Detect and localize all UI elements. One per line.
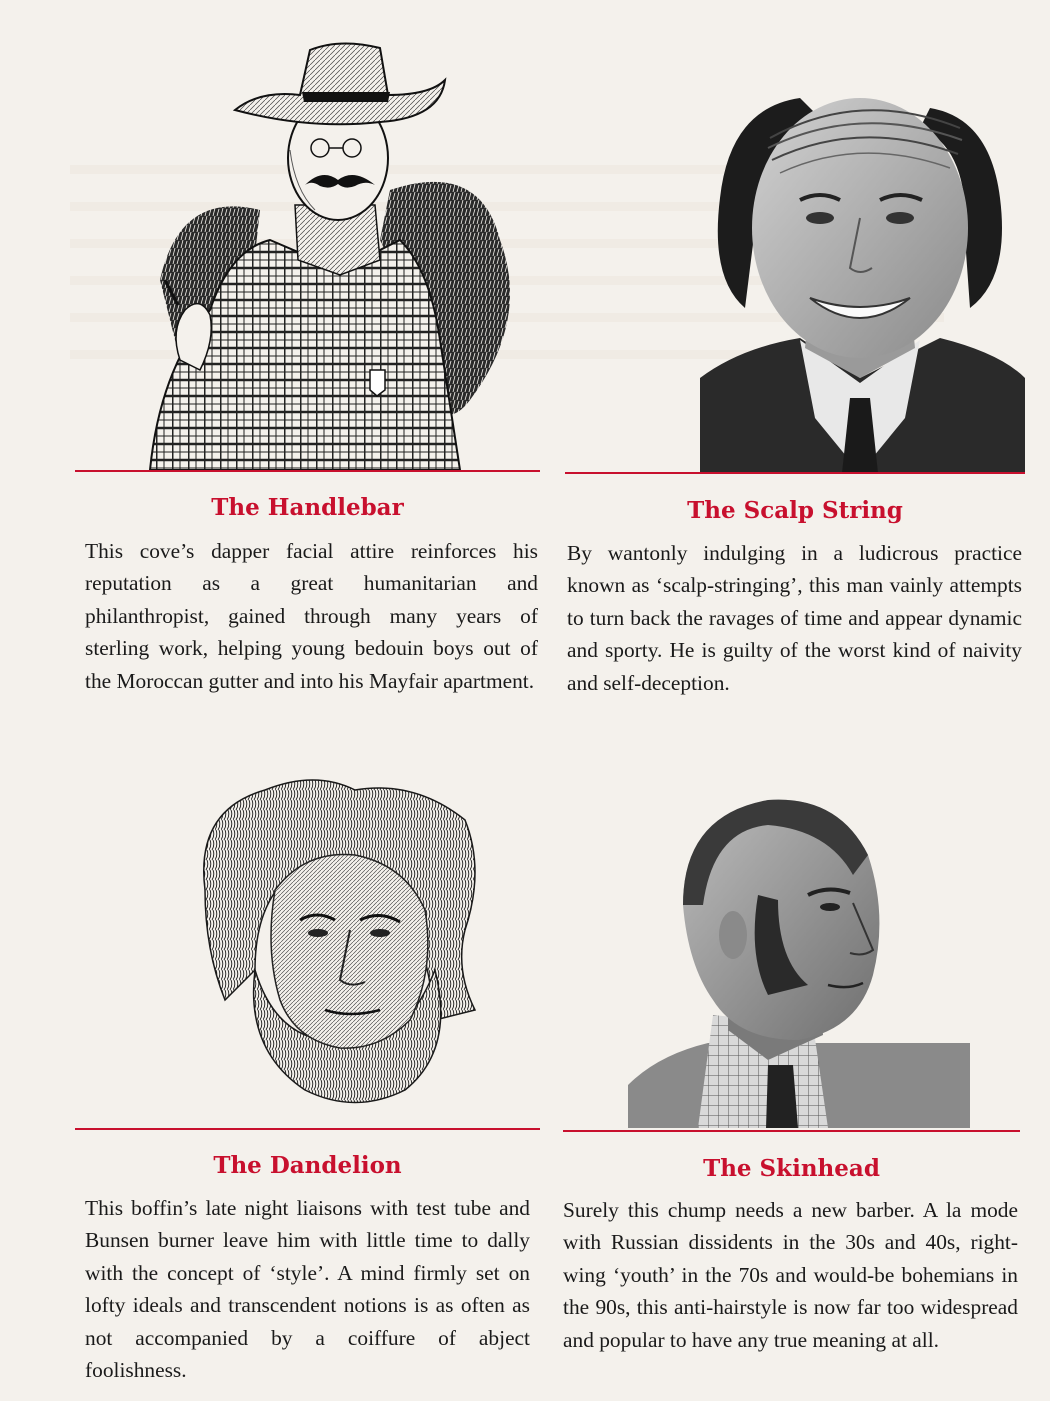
scalp-string-description: By wantonly indulging in a ludicrous practice known as ‘scalp-stringing’, this man vainly attempts to turn back the ravages of time and appear dynamic and sporty. He is guilty of the worst kind of naivity and self-deception. — [567, 541, 1022, 695]
scalp-string-portrait — [700, 78, 1025, 473]
skinhead-description: Surely this chump needs a new barber. A la mode with Russian dissidents in the 30s and 40s, right-wing ‘youth’ in the 70s and would-be bohemians in the 90s, this anti-hairstyle is now far too widespread and popular to have any true meaning at all. — [563, 1198, 1018, 1352]
handlebar-description: This cove’s dapper facial attire reinforces his reputation as a great humanitarian and philanthropist, gained through many years of sterling work, helping young bedouin boys out of the Moroccan gutter and into his Mayfair apartment. — [85, 539, 538, 693]
dandelion-portrait — [185, 770, 485, 1115]
skinhead-portrait — [628, 785, 970, 1128]
handlebar-title: The Handlebar — [211, 494, 404, 521]
dandelion-rule — [75, 1128, 540, 1130]
skinhead-rule — [563, 1130, 1020, 1132]
dandelion-title: The Dandelion — [213, 1152, 402, 1179]
dandelion-description: This boffin’s late night liaisons with test tube and Bunsen burner leave him with little time to dally with the concept of ‘style’. A mind firmly set on lofty ideals and transcendent notions is as often as not accompanied by a coiffure of abject foolishness. — [85, 1196, 530, 1383]
handlebar-rule — [75, 470, 540, 472]
handlebar-portrait — [140, 40, 540, 470]
scalp-string-title: The Scalp String — [687, 497, 903, 524]
scalp-string-rule — [565, 472, 1025, 474]
skinhead-title: The Skinhead — [703, 1155, 880, 1182]
